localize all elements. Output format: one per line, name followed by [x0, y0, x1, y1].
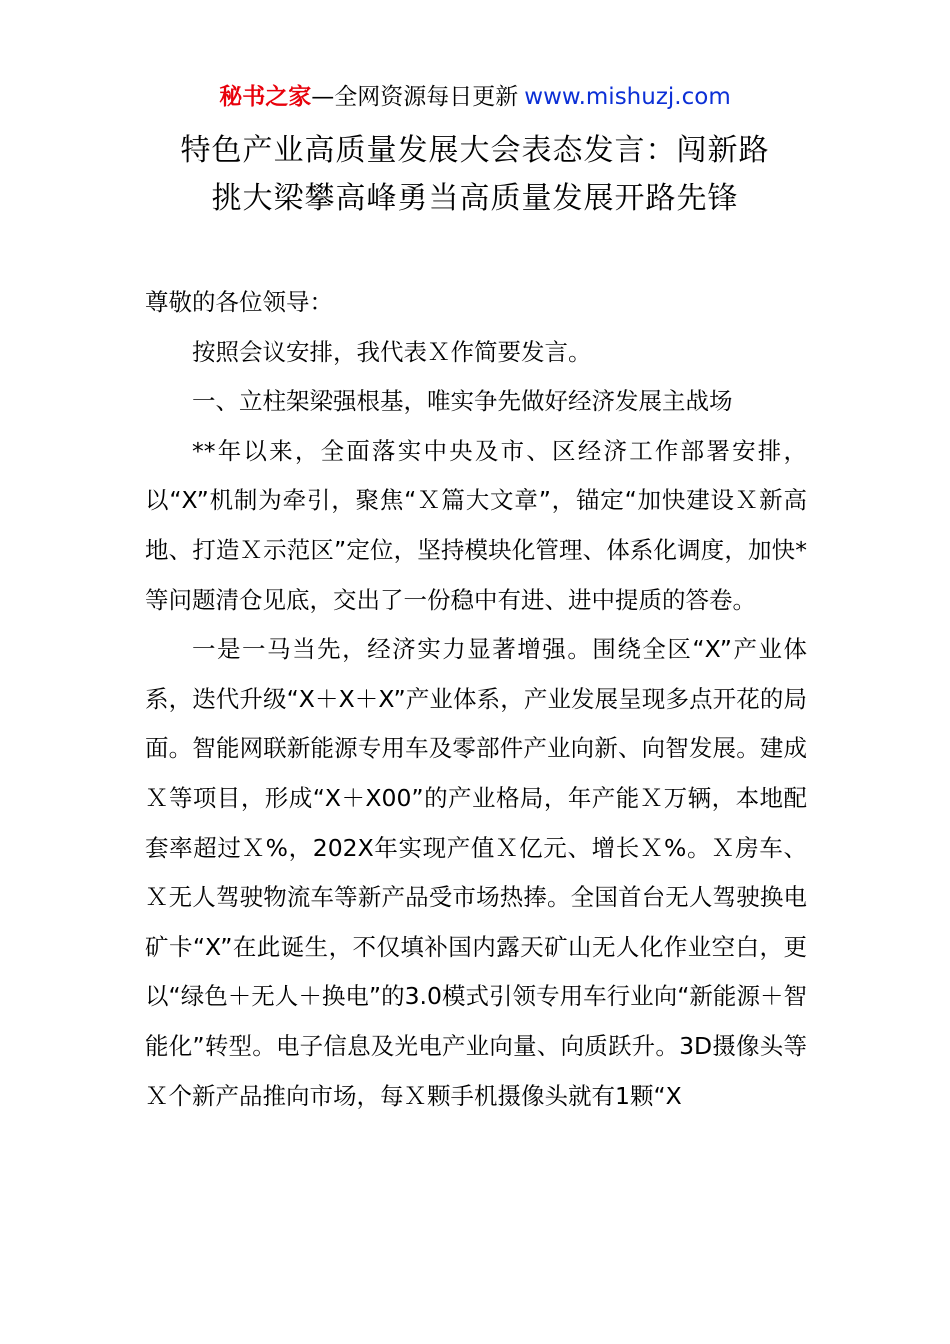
site-url-link[interactable]: www.mishuzj.com: [524, 84, 731, 110]
body-paragraph: **年以来，全面落实中央及市、区经济工作部署安排，以“X”机制为牵引，聚焦“Ｘ篇大文章”，锚定“加快建设Ｘ新高地、打造Ｘ示范区”定位，坚持模块化管理、体系化调度，加快*等问题清仓见底，交出了一份稳中有进、进中提质的答卷。: [145, 436, 807, 614]
salutation: 尊敬的各位领导：: [145, 288, 333, 316]
title-line-2: 挑大梁攀高峰勇当高质量发展开路先锋: [211, 181, 739, 216]
document-title: [0, 127, 950, 223]
body-paragraph: 按照会议安排，我代表Ｘ作简要发言。: [192, 337, 592, 366]
title-line-1: 特色产业高质量发展大会表态发言：闯新路: [180, 133, 770, 168]
site-header: [0, 80, 950, 114]
section-heading: 一、立柱架梁强根基，唯实争先做好经济发展主战场: [192, 387, 733, 416]
document-body: [145, 278, 807, 1121]
body-paragraph: 一是一马当先，经济实力显著增强。围绕全区“X”产业体系，迭代升级“X＋X＋X”产业体系，产业发展呈现多点开花的局面。智能网联新能源专用车及零部件产业向新、向智发展。建成Ｘ等项目，形成“X＋X00”的产业格局，年产能Ｘ万辆，本地配套率超过Ｘ%，202X年实现产值Ｘ亿元、增长Ｘ%。Ｘ房车、Ｘ无人驾驶物流车等新产品受市场热捧。全国首台无人驾驶换电矿卡“X”在此诞生，不仅填补国内露天矿山无人化作业空白，更以“绿色＋无人＋换电”的3.0模式引领专用车行业向“新能源＋智能化”转型。电子信息及光电产业向量、向质跃升。3D摄像头等Ｘ个新产品推向市场，每Ｘ颗手机摄像头就有1颗“X: [145, 635, 807, 1110]
site-brand: 秘书之家: [219, 84, 312, 110]
site-tagline: —全网资源每日更新: [311, 84, 519, 110]
